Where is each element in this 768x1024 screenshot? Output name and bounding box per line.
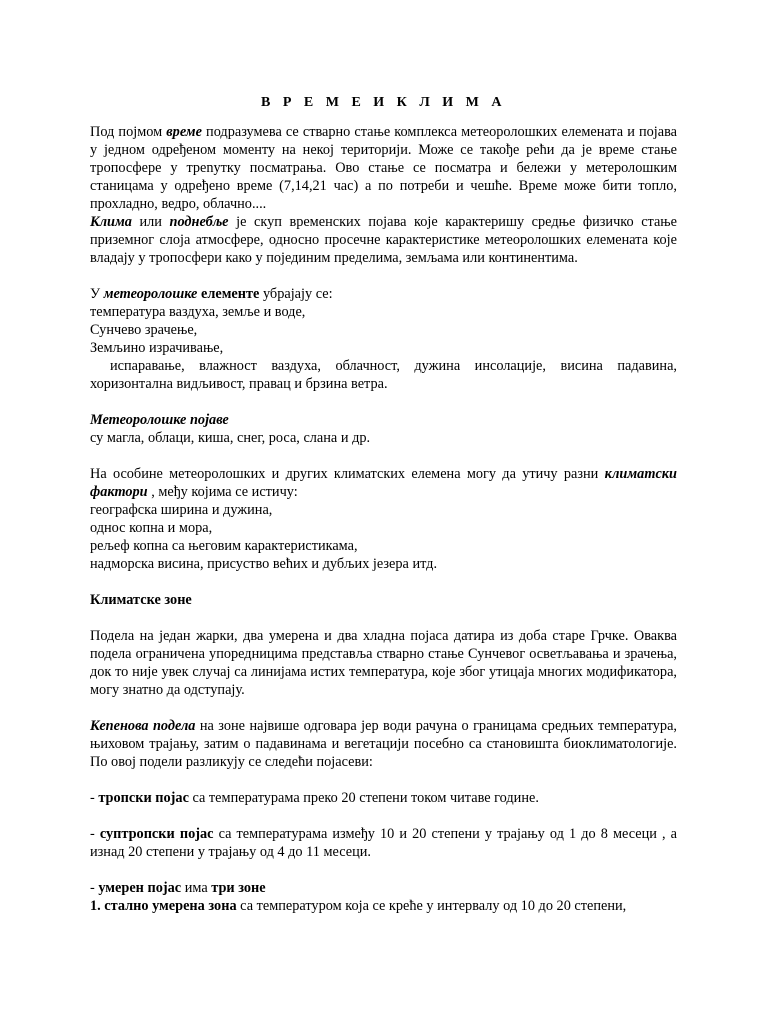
term-permanently-temperate: 1. стално умерена зона [90, 898, 237, 914]
text: са температурама између 10 и 20 степени у трајању од 1 до 8 месеци , а изнад 20 степени у трајању од 4 до 11 месеци. [90, 826, 677, 860]
zone-temperate-1 [90, 897, 677, 915]
list-item: надморска висина, присуство већих и дубљих језера итд. [90, 556, 438, 572]
text: има [181, 880, 212, 896]
text: је скуп временских појава које карактеришу средње физичко стање приземног слоја атмосфере, односно просечне карактеристике метеоролошких елемената које владају у тропосфери како у појединим пределима, земљама или континентима. [90, 214, 677, 266]
list-item: испаравање, влажност ваздуха, облачност, дужина инсолације, висина падавина, хоризонтална видљивост, правац и брзина ветра. [90, 358, 677, 392]
term-climatic-factors: климатски фактори [90, 466, 677, 500]
zone-tropical [90, 789, 677, 807]
term-subtropical: суптропски појас [99, 826, 214, 842]
text: са температурама преко 20 степени током читаве године. [188, 790, 539, 806]
term-tropical: тропски појас [98, 790, 189, 806]
elements-intro [90, 285, 677, 303]
phenomena-list: су магла, облаци, киша, снег, роса, слана и др. [90, 430, 371, 446]
factors-intro [90, 465, 677, 501]
text: Под појмом [90, 124, 167, 140]
term-elements: елементе [197, 286, 260, 302]
paragraph-zones: Подела на један жарки, два умерена и два хладна појаса датира из доба старе Грчке. Оваква подела ограничена упоредницима представља стварно стање Сунчевог осветљавања и зрачења, док то није увек случај са линијама истих температура, које због утицаја многих модификатора, могу знатно да одступају. [90, 628, 677, 698]
text: - [90, 880, 99, 896]
spacer [90, 861, 677, 879]
spacer [90, 267, 677, 285]
term-weather: време [166, 124, 202, 140]
text: убрајају се: [259, 286, 333, 302]
text: подразумева се стварно стање комплекса метеоролошких елемената и појава у једном одређеном моменту на некој територији. Може се такође рећи да је време стање тропосфере у трenутку посматрања. Ово стање се посматра и бележи у метеролошким станицама у одређено време (7,14,21 час) а по потреби и чешће. Време може бити топло, прохладно, ведро, облачно.... [90, 124, 677, 212]
term-koppen: Кепенова подела [90, 718, 196, 734]
paragraph-climate [90, 213, 677, 267]
term-three-zones: три зоне [211, 880, 266, 896]
list-item: рељеф копна са његовим карактеристикама, [90, 538, 358, 554]
spacer [90, 573, 677, 591]
text: У [90, 286, 104, 302]
text: - [90, 790, 99, 806]
list-item: географска ширина и дужина, [90, 502, 273, 518]
text: са температуром која се креће у интервалу од 10 до 20 степени, [236, 898, 627, 914]
spacer [90, 609, 677, 627]
list-item: Сунчево зрачење, [90, 322, 198, 338]
zone-subtropical [90, 825, 677, 861]
list-item: однос копна и мора, [90, 520, 213, 536]
list-item: Земљино израчивање, [90, 340, 224, 356]
term-climate: Клима [90, 214, 132, 230]
term-temperate: умерен појас [98, 880, 182, 896]
phenomena-title: Метеоролошке појаве [90, 412, 229, 428]
text: , међу којима се истичу: [147, 484, 298, 500]
spacer [90, 771, 677, 789]
zone-temperate [90, 879, 677, 897]
spacer [90, 807, 677, 825]
spacer [90, 699, 677, 717]
term-podneblje: поднебље [169, 214, 229, 230]
spacer [90, 393, 677, 411]
text: или [131, 214, 170, 230]
document-title: В Р Е М Е И К Л И М А [261, 95, 506, 110]
paragraph-koppen [90, 717, 677, 771]
text: На особине метеоролошких и других климатских елемена могу да утичу разни [90, 466, 605, 482]
text: на зоне највише одговара јер води рачуна о границама средњих температура, њиховом трајању, затим о падавинама и вегетацији посебно са становишта биоклиматологије. По овој подели разликују се следећи појасеви: [90, 718, 678, 770]
term-meteorological: метеоролошке [103, 286, 198, 302]
paragraph-weather [90, 123, 677, 213]
spacer [90, 447, 677, 465]
list-item: температура ваздуха, земље и воде, [90, 304, 306, 320]
text: - [90, 826, 100, 842]
section-heading: Климатске зоне [90, 592, 192, 608]
